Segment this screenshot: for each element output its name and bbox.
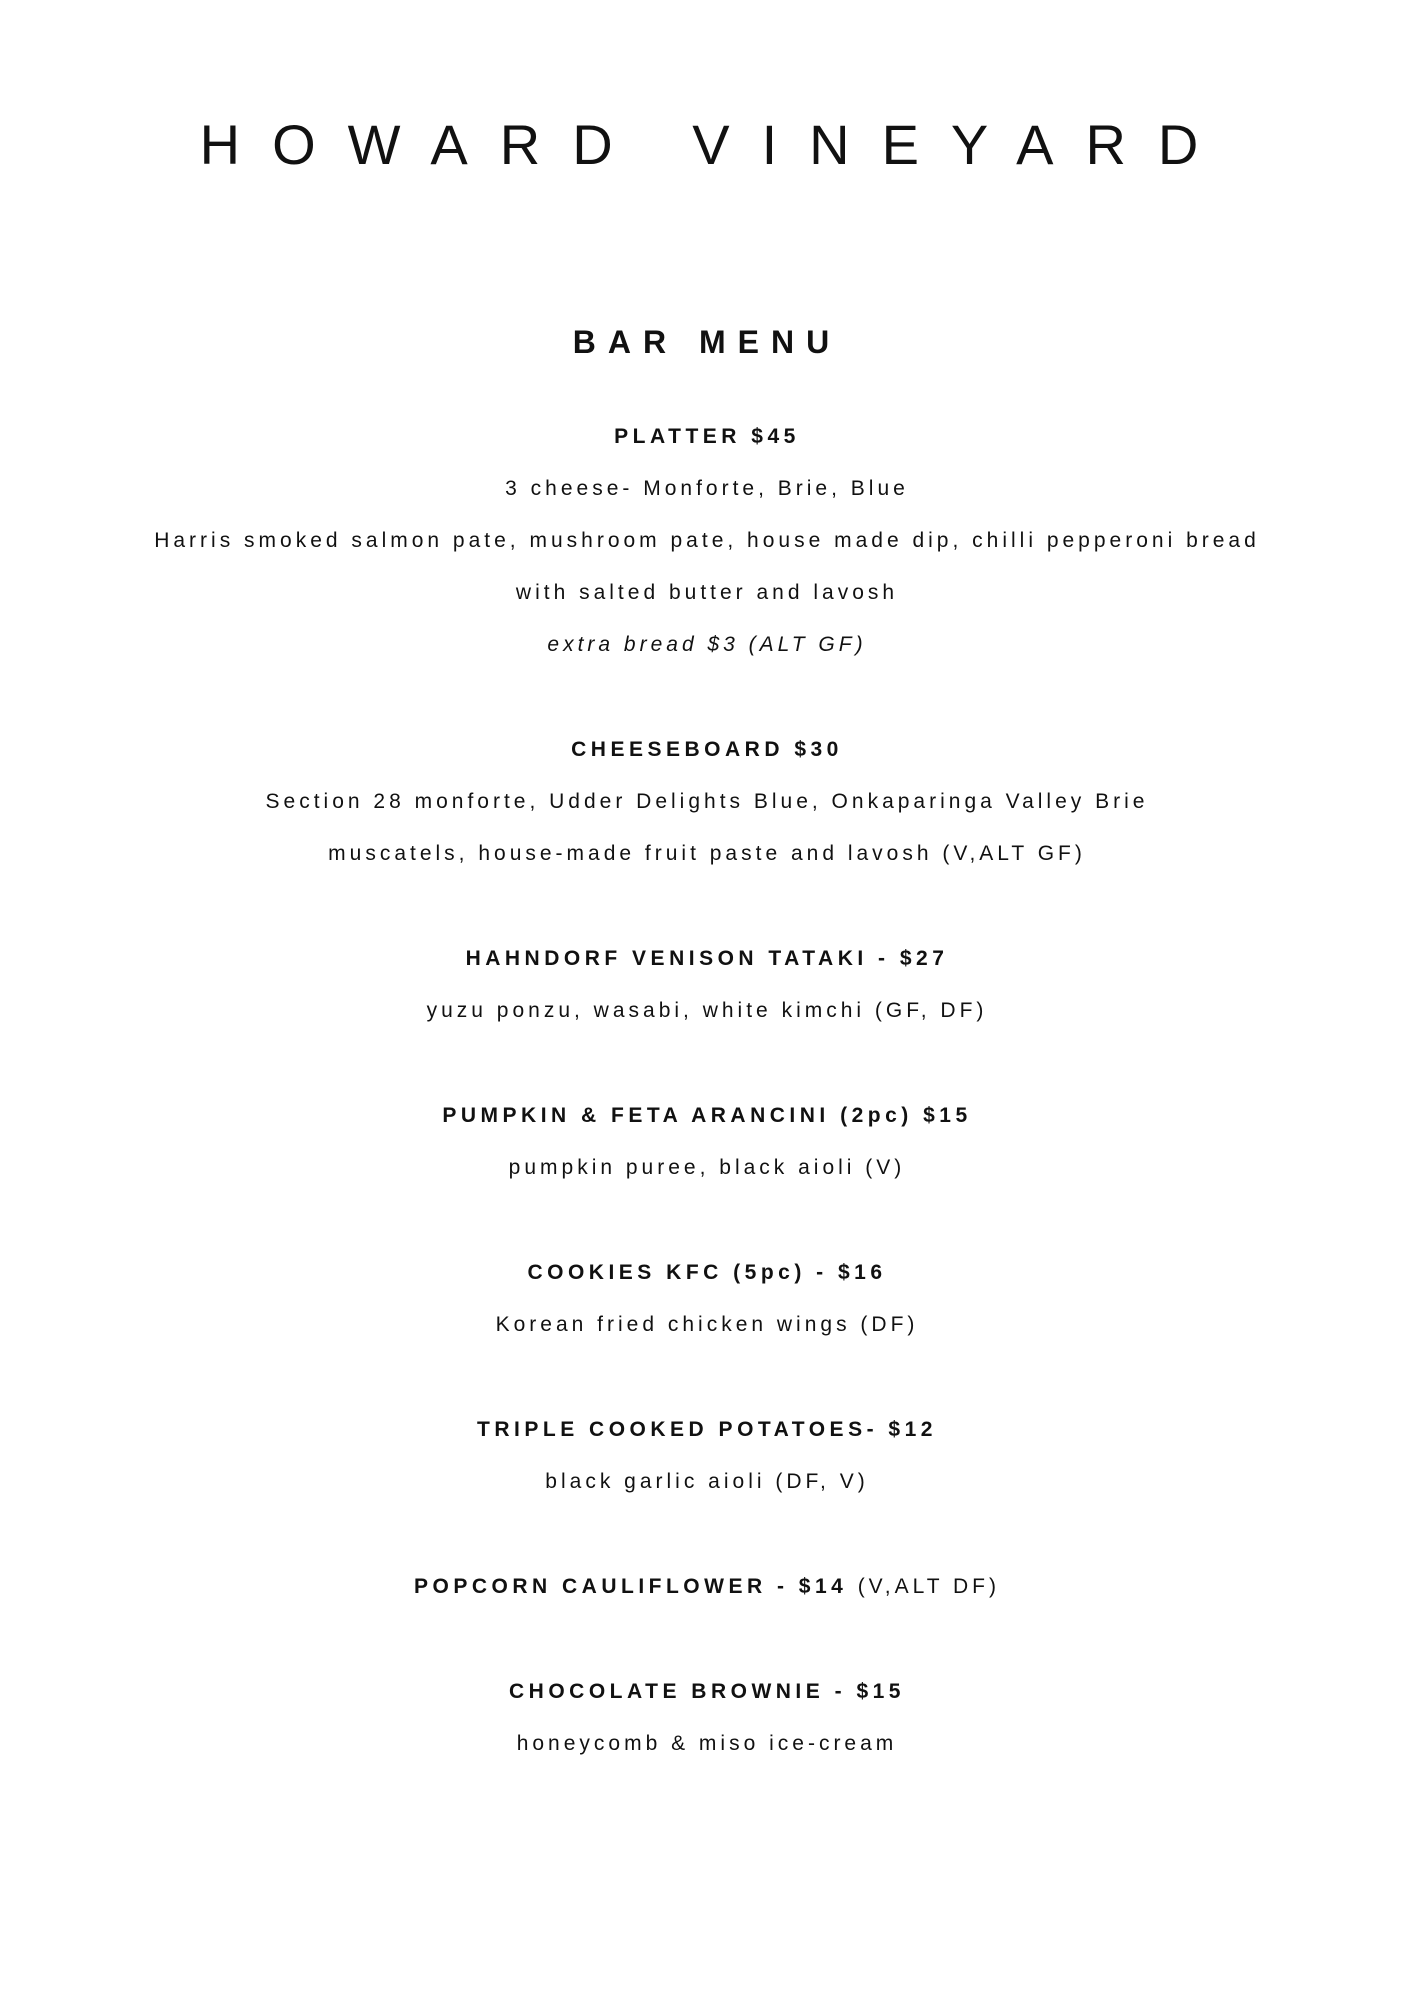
brand-title: HOWARD VINEYARD [199,113,1231,176]
platter-note: extra bread $3 (ALT GF) [547,633,867,656]
brownie-heading: CHOCOLATE BROWNIE - $15 [509,1680,905,1703]
kfc-line-1: Korean fried chicken wings (DF) [495,1313,919,1336]
potatoes-heading: TRIPLE COOKED POTATOES- $12 [477,1418,937,1441]
arancini-line-1: pumpkin puree, black aioli (V) [508,1156,906,1179]
arancini-heading: PUMPKIN & FETA ARANCINI (2pc) $15 [442,1104,972,1127]
platter-line-2: Harris smoked salmon pate, mushroom pate, house made dip, chilli pepperoni bread [154,529,1260,552]
platter-line-3: with salted butter and lavosh [515,581,899,604]
platter-heading: PLATTER $45 [614,425,800,448]
menu-title: BAR MENU [572,324,842,360]
cheeseboard-line-2: muscatels, house-made fruit paste and lavosh (V,ALT GF) [328,842,1086,865]
cheeseboard-line-1: Section 28 monforte, Udder Delights Blue, Onkaparinga Valley Brie [265,790,1149,813]
potatoes-line-1: black garlic aioli (DF, V) [545,1470,869,1493]
venison-heading: HAHNDORF VENISON TATAKI - $27 [465,947,949,970]
brownie-line-1: honeycomb & miso ice-cream [516,1732,898,1755]
cauliflower-dietary-tags: (V,ALT DF) [857,1575,1000,1598]
cauliflower-heading: POPCORN CAULIFLOWER - $14 [413,1575,848,1598]
cauliflower-heading-row [0,1572,1414,1602]
cheeseboard-heading: CHEESEBOARD $30 [571,738,843,761]
kfc-heading: COOKIES KFC (5pc) - $16 [527,1261,887,1284]
platter-line-1: 3 cheese- Monforte, Brie, Blue [505,477,909,500]
venison-line-1: yuzu ponzu, wasabi, white kimchi (GF, DF) [426,999,988,1022]
